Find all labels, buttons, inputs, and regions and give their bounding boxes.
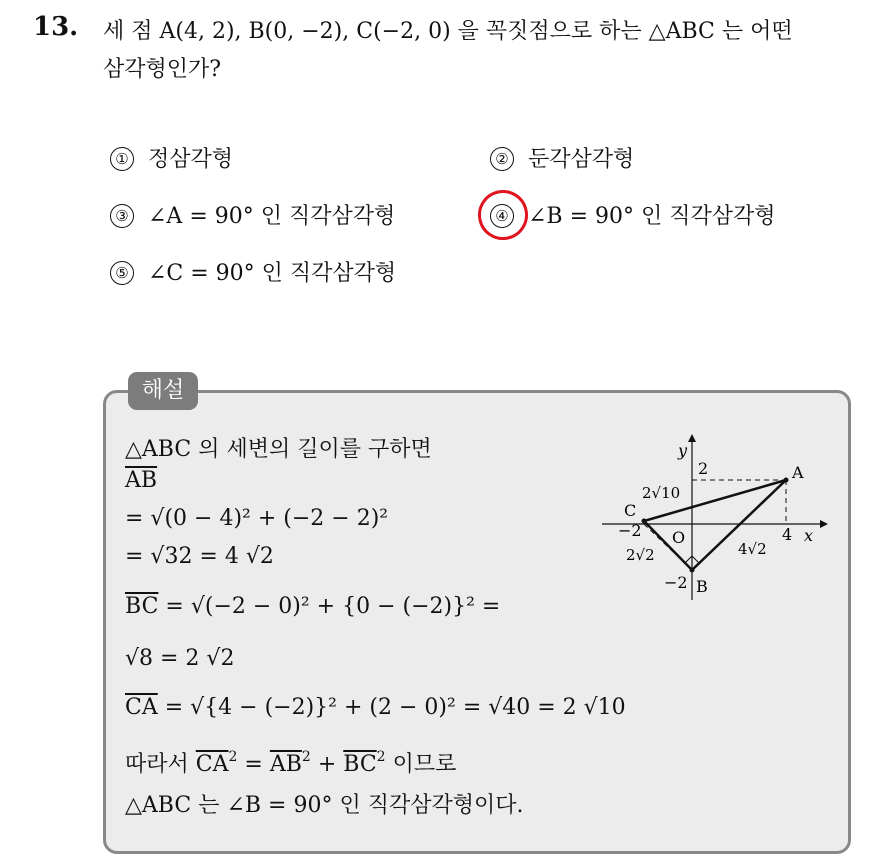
choice-3-text: ∠A = 90° 인 직각삼각형 [148, 204, 396, 229]
length-bc: 2√2 [626, 546, 655, 564]
point-b [690, 568, 695, 573]
question-text-line2: 삼각형인가? [103, 57, 222, 82]
conclusion-ca: $\overline{CA}$ [195, 752, 229, 777]
tick-x4: 4 [782, 525, 793, 544]
choice-5-text: ∠C = 90° 인 직각삼각형 [148, 261, 397, 286]
choice-5-number: ⑤ [110, 261, 134, 285]
conclusion-pre: 따라서 [125, 752, 189, 777]
question-text-line1: 세 점 A(4, 2), B(0, −2), C(−2, 0) 을 꼭짓점으로 하는 △ABC 는 어떤 [103, 19, 793, 44]
tick-xm2: −2 [618, 521, 642, 540]
conclusion-bc: $\overline{BC}$ [343, 752, 377, 777]
conclusion-line: 따라서 $\overline{CA}^2 = \overline{AB}^2 + \overline{BC}^2$ 이므로 [125, 749, 457, 777]
choice-2[interactable] [490, 142, 634, 173]
choice-4-text: ∠B = 90° 인 직각삼각형 [528, 204, 776, 229]
choice-1-text: 정삼각형 [148, 147, 234, 172]
ca-line [125, 695, 626, 720]
tick-y2: 2 [698, 459, 709, 478]
choice-5[interactable] [110, 256, 396, 287]
label-c: C [624, 501, 637, 520]
choice-4-number: ④ [490, 204, 514, 228]
point-a [784, 478, 789, 483]
bc-step-2: √8 = 2 √2 [125, 646, 235, 671]
x-axis-arrow [820, 520, 828, 528]
choice-4[interactable] [490, 199, 776, 230]
label-b: B [696, 577, 708, 596]
coordinate-graph [592, 428, 832, 603]
tick-ym2: −2 [664, 573, 688, 592]
length-ab: 4√2 [738, 540, 767, 558]
choice-2-text: 둔각삼각형 [528, 147, 635, 172]
y-axis-arrow [688, 434, 696, 442]
origin-label: O [672, 528, 686, 547]
ab-step-2: = √32 = 4 √2 [125, 544, 274, 569]
ca-label: $\overline{CA}$ [125, 695, 158, 720]
answer-circle-mark [473, 185, 532, 244]
y-axis-label: y [678, 441, 688, 460]
length-ca: 2√10 [642, 484, 681, 502]
ab-label: $\overline{AB}$ [125, 468, 158, 493]
solution-final: △ABC 는 ∠B = 90° 인 직각삼각형이다. [125, 793, 524, 818]
ab-step-1: = √(0 − 4)² + (−2 − 2)² [125, 506, 389, 531]
bc-line [125, 594, 500, 619]
bc-step-1: = √(−2 − 0)² + {0 − (−2)}² = [158, 594, 501, 619]
solution-tag: 해설 [128, 372, 198, 410]
choice-3-number: ③ [110, 204, 134, 228]
conclusion-post: 이므로 [392, 752, 457, 777]
bc-label: $\overline{BC}$ [125, 594, 159, 619]
label-a: A [792, 463, 804, 482]
choice-1-number: ① [110, 147, 134, 171]
choice-2-number: ② [490, 147, 514, 171]
x-axis-label: x [804, 526, 814, 545]
solution-intro: △ABC 의 세변의 길이를 구하면 [125, 437, 432, 462]
choice-3[interactable] [110, 199, 395, 230]
question-number: 13. [33, 12, 79, 42]
choice-1[interactable] [110, 142, 233, 173]
ca-step-1: = √{4 − (−2)}² + (2 − 0)² = √40 = 2 √10 [157, 695, 626, 720]
conclusion-ab: $\overline{AB}$ [269, 752, 302, 777]
point-c [642, 519, 647, 524]
